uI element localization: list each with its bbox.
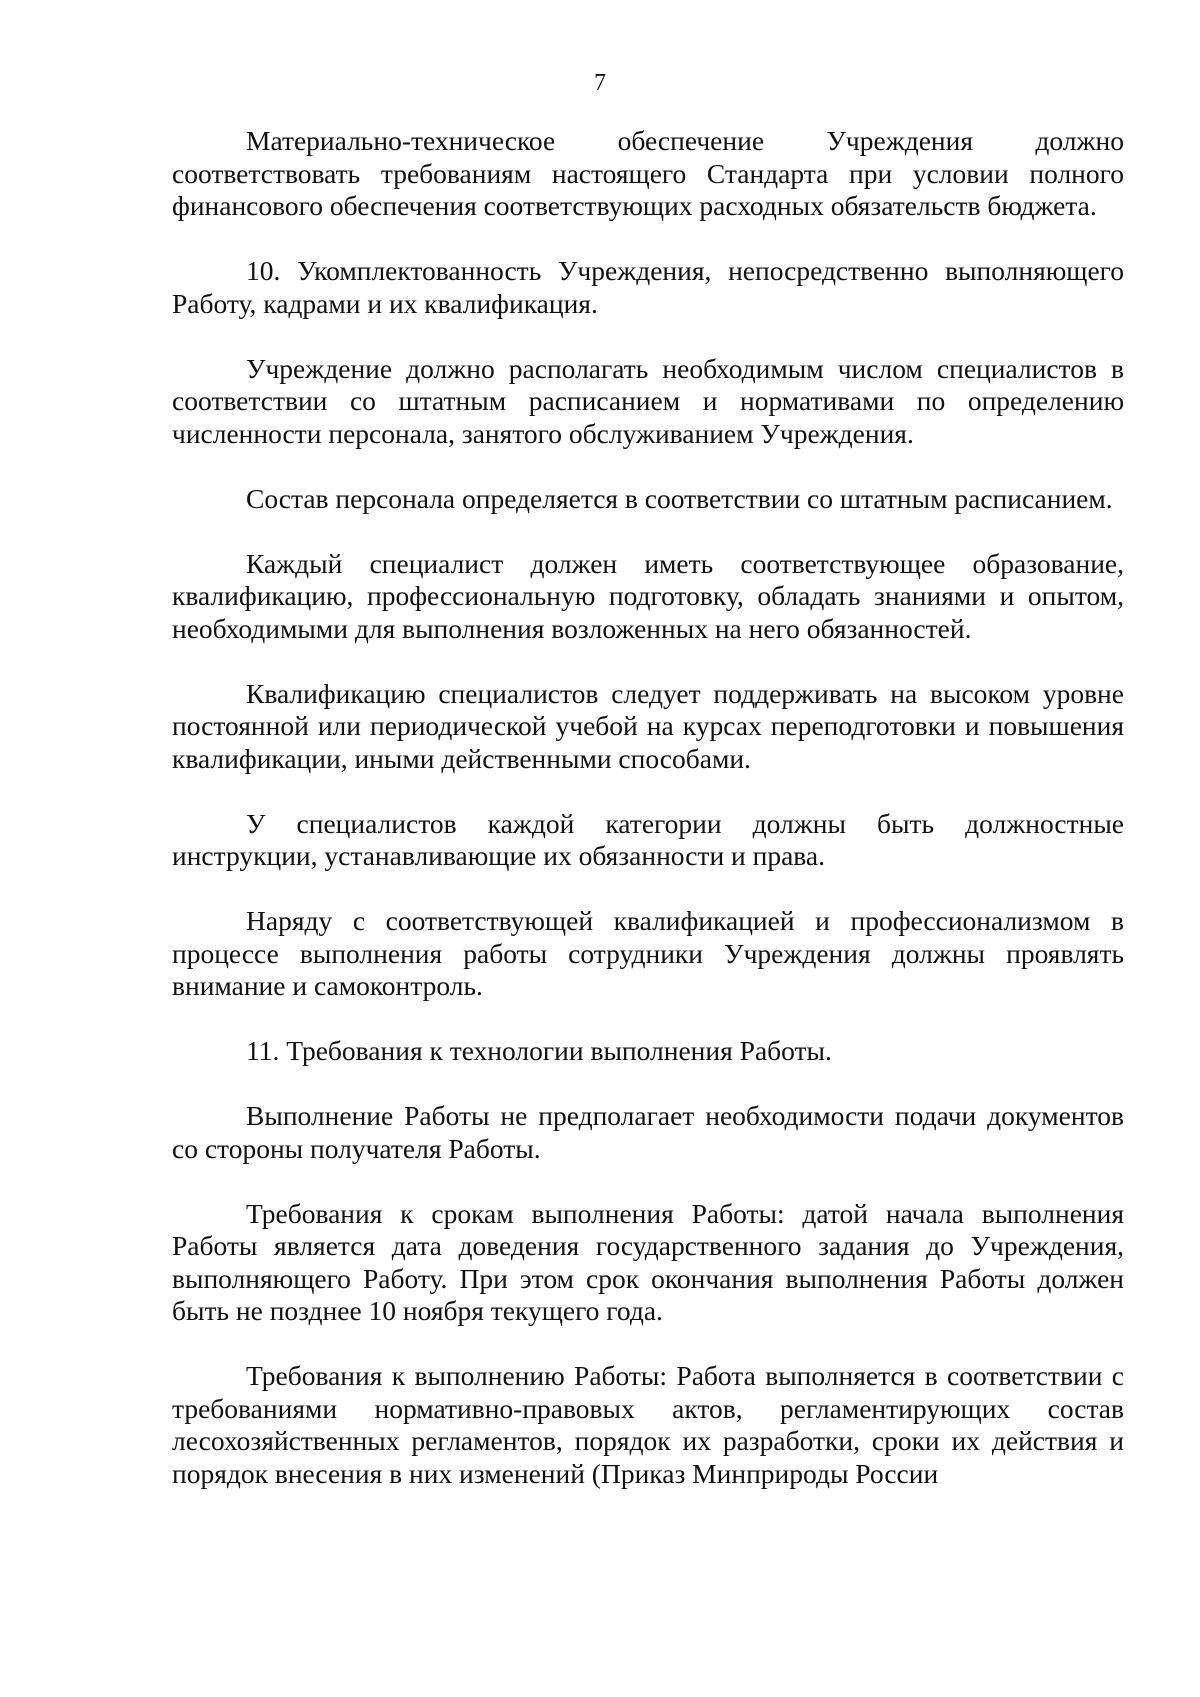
paragraph-material-support: Материально-техническое обеспечение Учреждения должно соответствовать требованиям настоящего Стандарта при условии полного финансового обеспечения соответствующих расходных обязательств бюджета. [172, 125, 1124, 221]
paragraph-qualification-maintenance: Квалификацию специалистов следует поддерживать на высоком уровне постоянной или периодической учебой на курсах переподготовки и повышения квалификации, иными действенными способами. [172, 677, 1124, 774]
page-number: 7 [594, 70, 606, 96]
paragraph-deadlines: Требования к срокам выполнения Работы: датой начала выполнения Работы является дата доведения государственного задания до Учреждения, выполняющего Работу. При этом срок окончания выполнения Работы должен быть не позднее 10 ноября текущего года. [172, 1197, 1124, 1326]
paragraph-staff-number: Учреждение должно располагать необходимым числом специалистов в соответствии со штатным расписанием и нормативами по определению численности персонала, занятого обслуживанием Учреждения. [172, 352, 1124, 449]
paragraph-specialist-education: Каждый специалист должен иметь соответствующее образование, квалификацию, профессиональную подготовку, обладать знаниями и опытом, необходимыми для выполнения возложенных на него обязанностей. [172, 547, 1124, 644]
document-body [172, 125, 1124, 1490]
paragraph-no-documents: Выполнение Работы не предполагает необходимости подачи документов со стороны получателя Работы. [172, 1100, 1124, 1164]
paragraph-work-requirements: Требования к выполнению Работы: Работа выполняется в соответствии с требованиями нормативно-правовых актов, регламентирующих состав лесохозяйственных регламентов, порядок их разработки, сроки их действия и порядок внесения в них изменений (Приказ Минприроды России [172, 1360, 1124, 1489]
paragraph-job-instructions: У специалистов каждой категории должны быть должностные инструкции, устанавливающие их обязанности и права. [172, 807, 1124, 871]
paragraph-staff-composition: Состав персонала определяется в соответствии со штатным расписанием. [246, 482, 1113, 514]
section-heading-staffing: 10. Укомплектованность Учреждения, непосредственно выполняющего Работу, кадрами и их квалификация. [172, 255, 1124, 319]
section-heading-technology: 11. Требования к технологии выполнения Работы. [246, 1035, 832, 1066]
paragraph-attention-self-control: Наряду с соответствующей квалификацией и профессионализмом в процессе выполнения работы сотрудники Учреждения должны проявлять внимание и самоконтроль. [172, 905, 1124, 1001]
